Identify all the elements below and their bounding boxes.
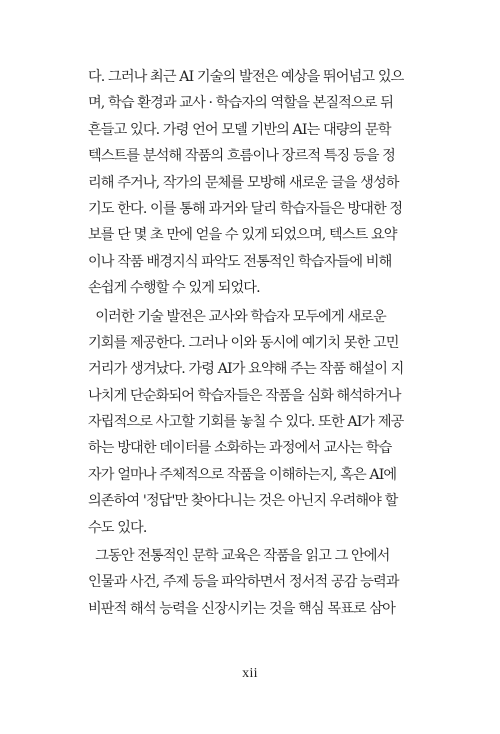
text-line: 리해 주거나, 작가의 문체를 모방해 새로운 글을 생성하	[88, 174, 399, 191]
text-line: 자가 얼마나 주체적으로 작품을 이해하는지, 혹은 AI에	[88, 466, 397, 483]
page-number: xii	[242, 666, 258, 681]
text-line: 나치게 단순화되어 학습자들은 작품을 심화 해석하거나	[88, 387, 401, 404]
paragraph	[88, 543, 414, 622]
text-line: 수도 있다.	[88, 519, 147, 536]
text-line: 비판적 해석 능력을 신장시키는 것을 핵심 목표로 삼아	[88, 600, 395, 617]
text-line: 흔들고 있다. 가령 언어 모델 기반의 AI는 대량의 문학	[88, 121, 391, 138]
text-line: 텍스트를 분석해 작품의 흐름이나 장르적 특징 등을 정	[88, 148, 395, 165]
text-line: 하는 방대한 데이터를 소화하는 과정에서 교사는 학습	[88, 440, 392, 457]
text-line: 이나 작품 배경지식 파악도 전통적인 학습자들에 비해	[88, 253, 392, 270]
text-line: 다. 그러나 최근 AI 기술의 발전은 예상을 뛰어넘고 있으	[88, 69, 404, 85]
paragraph	[88, 304, 414, 542]
text-line: 인물과 사건, 주제 등을 파악하면서 정서적 공감 능력과	[88, 574, 399, 591]
text-line: 의존하여 '정답'만 찾아다니는 것은 아닌지 우려해야 할	[88, 493, 398, 510]
body-text	[88, 64, 414, 622]
paragraph	[88, 64, 414, 302]
text-line: 보를 단 몇 초 만에 얻을 수 있게 되었으며, 텍스트 요약	[88, 227, 397, 244]
text-line: 그동안 전통적인 문학 교육은 작품을 읽고 그 안에서	[88, 548, 390, 565]
text-line: 손쉽게 수행할 수 있게 되었다.	[88, 280, 260, 297]
text-line: 거리가 생겨났다. 가령 AI가 요약해 주는 작품 해설이 지	[88, 361, 404, 378]
text-line: 기회를 제공한다. 그러나 이와 동시에 예기치 못한 고민	[88, 334, 399, 351]
text-line: 자립적으로 사고할 기회를 놓칠 수 있다. 또한 AI가 제공	[88, 414, 404, 431]
text-line: 며, 학습 환경과 교사 · 학습자의 역할을 본질적으로 뒤	[88, 95, 394, 112]
text-line: 기도 한다. 이를 통해 과거와 달리 학습자들은 방대한 정	[88, 200, 403, 217]
text-line: 이러한 기술 발전은 교사와 학습자 모두에게 새로운	[88, 308, 386, 325]
